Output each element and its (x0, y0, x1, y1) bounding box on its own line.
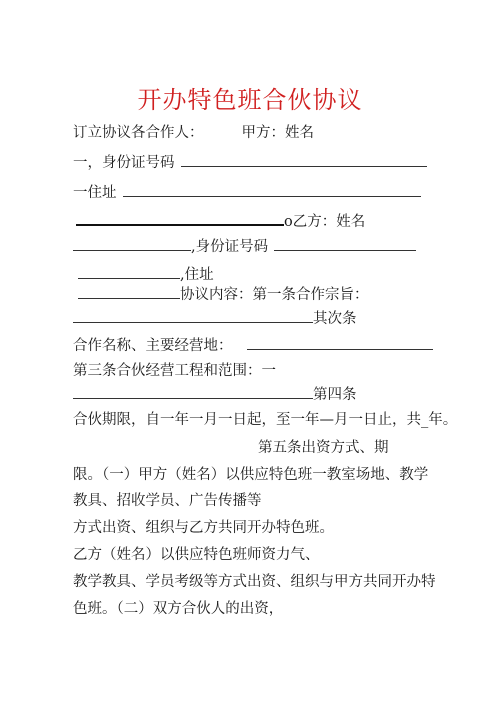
name-location-blank (247, 333, 433, 350)
article-two-label: 其次条 (313, 311, 357, 327)
agreement-content-label: 协议内容：第一条合作宗旨： (180, 287, 369, 303)
article-five-line: 第五条出资方式、期 (258, 440, 389, 456)
party-b-name-label: o乙方：姓名 (284, 214, 366, 230)
party-b-name-line (73, 208, 365, 231)
document-title: 开办特色班合伙协议 (137, 86, 363, 114)
party-b-address-prefix-blank (78, 262, 180, 279)
body-line-2: 教具、招收学员、广告传播等 (73, 493, 262, 509)
agreement-content-line (73, 282, 369, 304)
name-location-line (73, 333, 433, 355)
body-line-1: 限。（一）甲方（姓名）以供应特色班一教室场地、教学 (73, 467, 429, 483)
party-a-address-blank (123, 180, 421, 197)
body-line-3: 方式出资、组织与乙方共同开办特色班。 (73, 520, 334, 536)
term-line: 合伙期限，自一年一月一日起，至一年—月一日止，共_年。 (73, 412, 458, 428)
party-b-address-line (73, 262, 214, 284)
party-a-name-label: 甲方：姓名 (241, 125, 314, 141)
parties-line (73, 121, 314, 142)
article-three-label: 第三条合伙经营工程和范围：一 (73, 363, 276, 379)
party-a-id-label: 一，身份证号码 (73, 155, 175, 171)
article-four-line (73, 382, 357, 404)
party-a-id-blank (181, 150, 427, 167)
party-b-address-label: ,住址 (180, 267, 214, 283)
body-line-5: 教学教具、学员考级等方式出资、组织与甲方共同开办特 (73, 574, 436, 590)
article-four-label: 第四条 (313, 387, 357, 403)
body-line-4: 乙方（姓名）以供应特色班师资力气、 (73, 547, 320, 563)
scope-blank (73, 382, 313, 399)
purpose-blank (73, 306, 313, 323)
party-a-id-line (73, 150, 427, 172)
content-prefix-blank (78, 282, 180, 299)
party-a-address-label: 一住址 (73, 185, 117, 201)
party-b-id-line (73, 234, 416, 256)
party-b-prefix-blank (76, 208, 284, 226)
party-b-id-label: ,身份证号码 (191, 239, 269, 255)
parties-label: 订立协议各合作人： (73, 125, 204, 141)
party-b-id-blank (274, 234, 416, 251)
body-line-6: 色班。（二）双方合伙人的出资， (73, 601, 284, 617)
party-a-address-line (73, 180, 421, 202)
party-b-id-prefix-blank (73, 234, 191, 251)
article-three-line (73, 359, 276, 380)
article-two-line (73, 306, 357, 328)
name-location-label: 合作名称、主要经营地： (73, 338, 233, 354)
